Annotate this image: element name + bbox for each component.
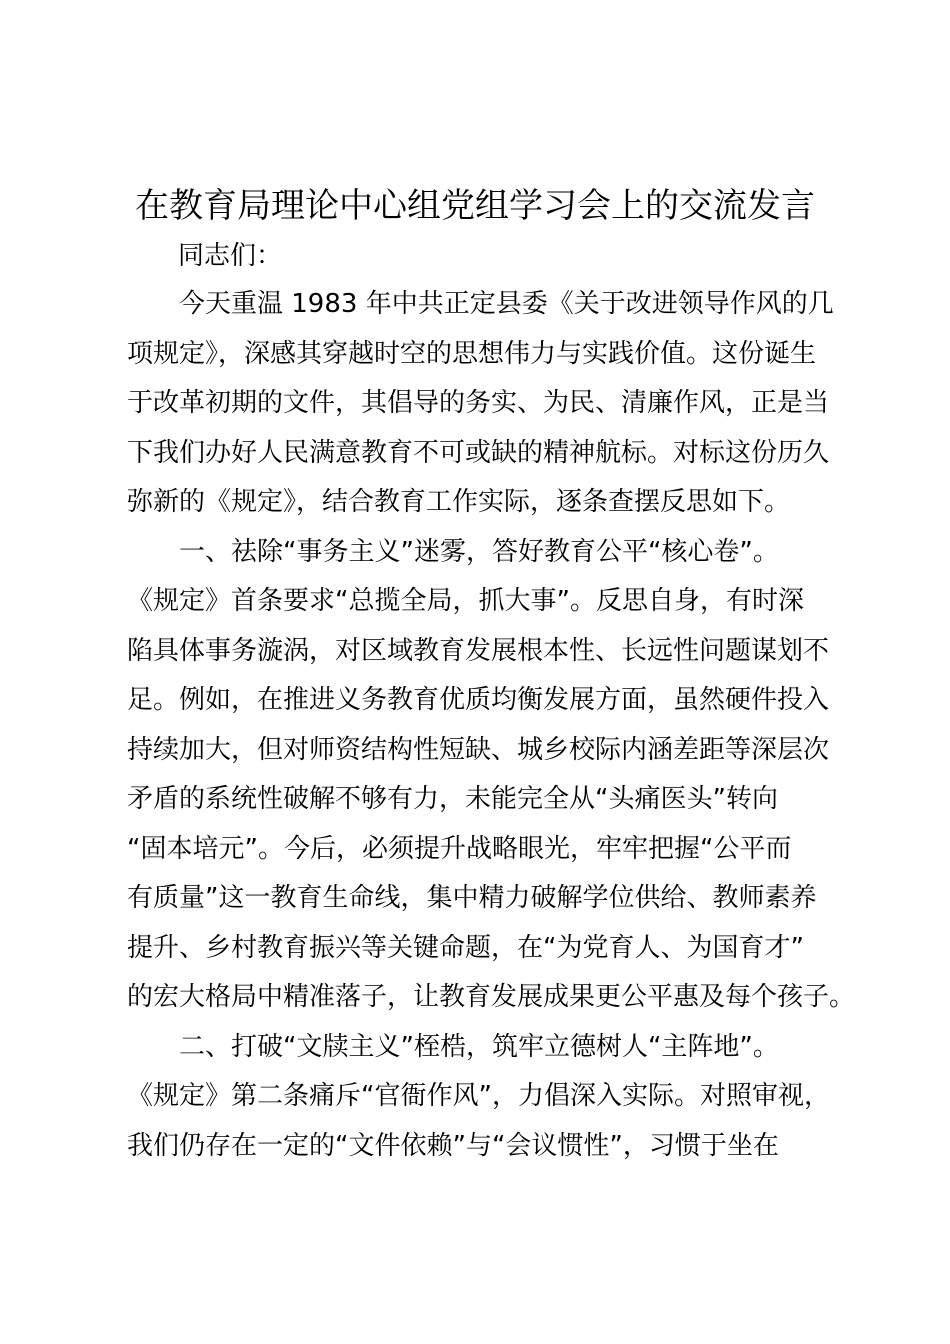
body-line: 我们仍存在一定的“文件依赖”与“会议惯性”，习惯于坐在	[127, 1130, 779, 1161]
body-line: “固本培元”。今后，必须提升战略眼光，牢牢把握“公平而	[127, 833, 792, 864]
greeting: 同志们：	[178, 241, 283, 271]
body-line: 《规定》首条要求“总揽全局，抓大事”。反思自身，有时深	[127, 586, 804, 616]
body-line: 弥新的《规定》，结合教育工作实际，逐条查摆反思如下。	[127, 487, 791, 517]
body-line: 的宏大格局中精准落子，让教育发展成果更公平惠及每个孩子。	[127, 982, 856, 1012]
document-body	[127, 280, 856, 1171]
body-line: 提升、乡村教育振兴等关键命题，在“为党育人、为国育才”	[127, 932, 804, 963]
body-line: 于改革初期的文件，其倡导的务实、为民、清廉作风，正是当	[127, 388, 830, 418]
body-line: 一、祛除“事务主义”迷雾，答好教育公平“核心卷”。	[127, 536, 779, 567]
body-line: 下我们办好人民满意教育不可或缺的精神航标。对标这份历久	[127, 437, 830, 468]
body-line: 矛盾的系统性破解不够有力，未能完全从“头痛医头”转向	[127, 784, 778, 814]
body-line: 有质量”这一教育生命线，集中精力破解学位供给、教师素养	[127, 883, 817, 913]
body-line: 今天重温 1983 年中共正定县委《关于改进领导作风的几	[127, 289, 834, 319]
body-line: 陷具体事务漩涡，对区域教育发展根本性、长远性问题谋划不	[127, 635, 830, 666]
document-title: 在教育局理论中心组党组学习会上的交流发言	[135, 186, 815, 226]
body-line: 项规定》，深感其穿越时空的思想伟力与实践价值。这份诞生	[127, 338, 817, 369]
body-line: 持续加大，但对师资结构性短缺、城乡校际内涵差距等深层次	[127, 734, 830, 765]
body-line: 《规定》第二条痛斥“官衙作风”，力倡深入实际。对照审视，	[127, 1081, 830, 1111]
body-line: 足。例如，在推进义务教育优质均衡发展方面，虽然硬件投入	[127, 685, 830, 715]
body-line: 二、打破“文牍主义”桎梏，筑牢立德树人“主阵地”。	[127, 1031, 779, 1062]
